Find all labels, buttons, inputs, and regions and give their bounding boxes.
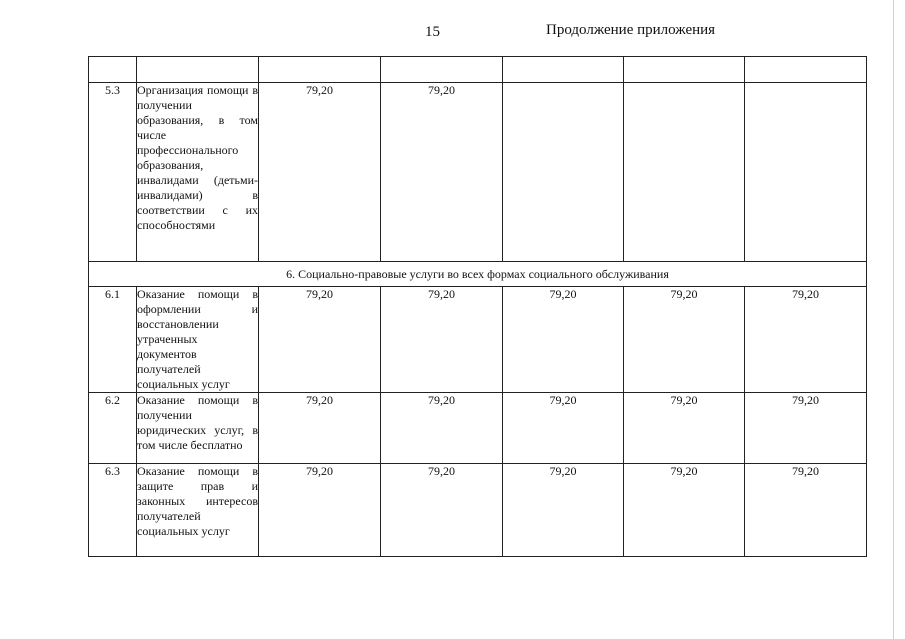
table-header-row — [89, 57, 867, 83]
header-cell — [259, 57, 381, 83]
row-number: 5.3 — [89, 83, 137, 262]
value-cell: 79,20 — [503, 287, 624, 393]
value-cell: 79,20 — [624, 393, 745, 464]
value-cell: 79,20 — [259, 83, 381, 262]
value-cell: 79,20 — [259, 287, 381, 393]
value-cell: 79,20 — [259, 393, 381, 464]
value-cell: 79,20 — [745, 287, 867, 393]
continuation-note: Продолжение приложения — [546, 22, 716, 38]
value-cell: 79,20 — [624, 287, 745, 393]
header-cell — [381, 57, 503, 83]
scan-margin-line — [893, 0, 894, 639]
value-cell — [745, 83, 867, 262]
table-row — [89, 287, 867, 393]
header-cell — [137, 57, 259, 83]
value-cell: 79,20 — [745, 464, 867, 557]
page-number: 15 — [425, 24, 440, 40]
table-row — [89, 393, 867, 464]
value-cell: 79,20 — [381, 287, 503, 393]
value-cell: 79,20 — [503, 393, 624, 464]
value-cell: 79,20 — [381, 464, 503, 557]
value-cell: 79,20 — [745, 393, 867, 464]
header-cell — [503, 57, 624, 83]
service-description: Оказание помощи в защите прав и законных интересов получателей социальных услуг — [137, 464, 259, 557]
row-number: 6.2 — [89, 393, 137, 464]
tariff-table — [88, 56, 867, 557]
header-cell — [624, 57, 745, 83]
row-number: 6.1 — [89, 287, 137, 393]
value-cell: 79,20 — [624, 464, 745, 557]
value-cell: 79,20 — [381, 393, 503, 464]
value-cell: 79,20 — [503, 464, 624, 557]
header-cell — [745, 57, 867, 83]
service-description: Организация помощи в получении образования, в том числе профессионального образования, инвалидами (детьми-инвалидами) в соответствии с их способностями — [137, 83, 259, 262]
table-row — [89, 83, 867, 262]
value-cell: 79,20 — [259, 464, 381, 557]
value-cell — [624, 83, 745, 262]
section-row — [89, 262, 867, 287]
value-cell: 79,20 — [381, 83, 503, 262]
service-description: Оказание помощи в оформлении и восстановлении утраченных документов получателей социальных услуг — [137, 287, 258, 391]
section-title: 6. Социально-правовые услуги во всех формах социального обслуживания — [89, 262, 867, 287]
service-description: Оказание помощи в получении юридических услуг, в том числе бесплатно — [137, 393, 259, 464]
value-cell — [503, 83, 624, 262]
row-number: 6.3 — [89, 464, 137, 557]
header-cell — [89, 57, 137, 83]
table-row — [89, 464, 867, 557]
